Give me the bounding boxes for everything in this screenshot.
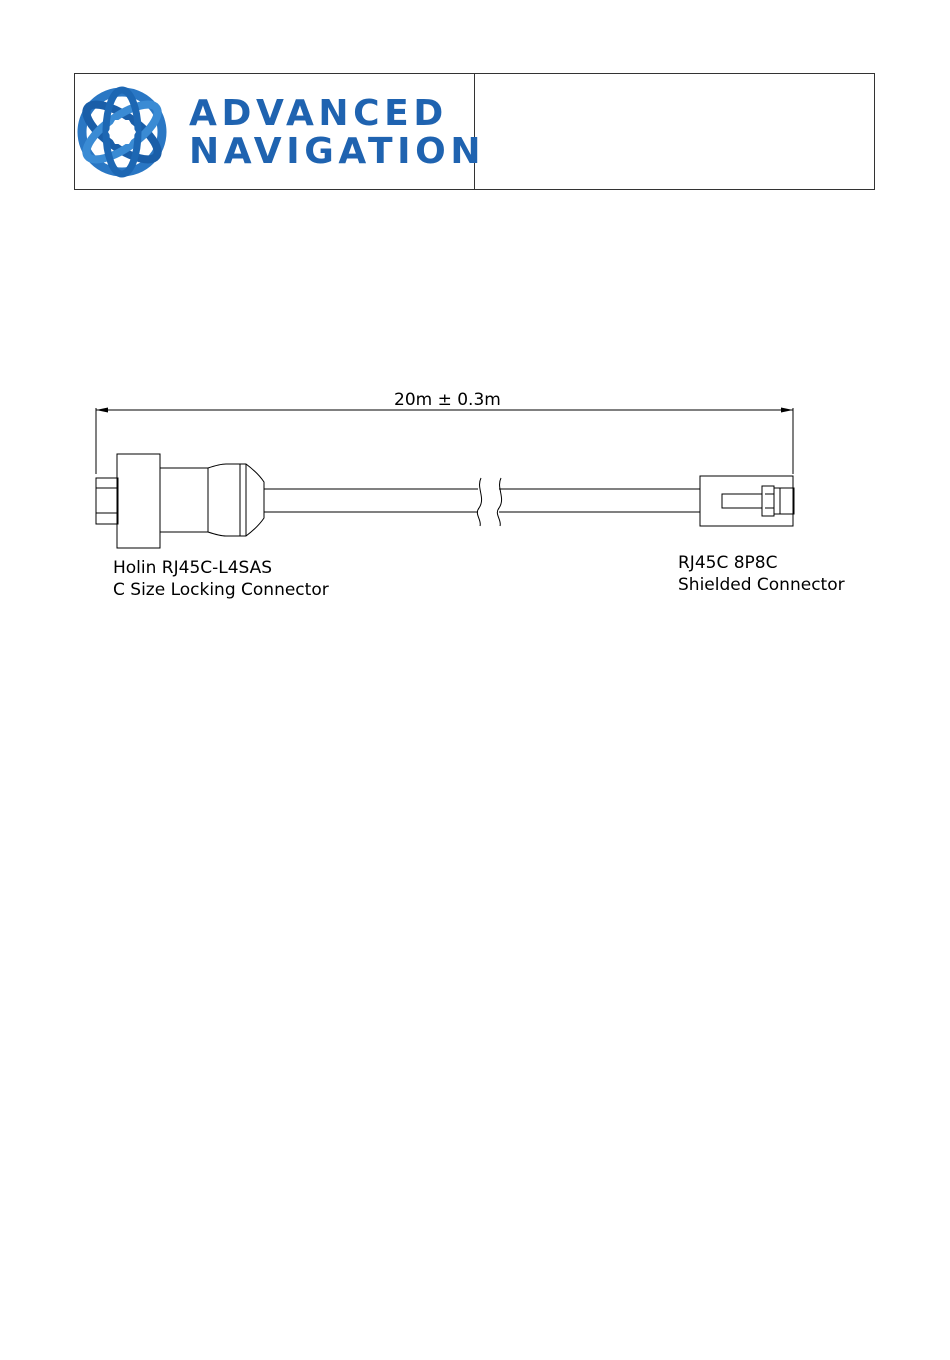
dimension-line: [96, 408, 793, 475]
brand-wordmark: [189, 95, 485, 171]
right-connector-description: Shielded Connector: [678, 575, 845, 595]
length-dimension-label: 20m ± 0.3m: [394, 390, 501, 410]
orbit-globe-icon: [78, 90, 165, 174]
left-connector-model: Holin RJ45C-L4SAS: [113, 558, 273, 578]
locking-connector-left: [96, 454, 264, 548]
brand-line-2: NAVIGATION: [189, 131, 486, 172]
brand-line-1: ADVANCED: [189, 93, 448, 134]
right-connector-model: RJ45C 8P8C: [678, 553, 778, 573]
right-connector-label: [678, 552, 845, 596]
left-connector-description: C Size Locking Connector: [113, 580, 329, 600]
left-connector-label: [113, 557, 329, 601]
rj45-connector-right: [700, 476, 794, 526]
cable-body: [264, 478, 700, 526]
